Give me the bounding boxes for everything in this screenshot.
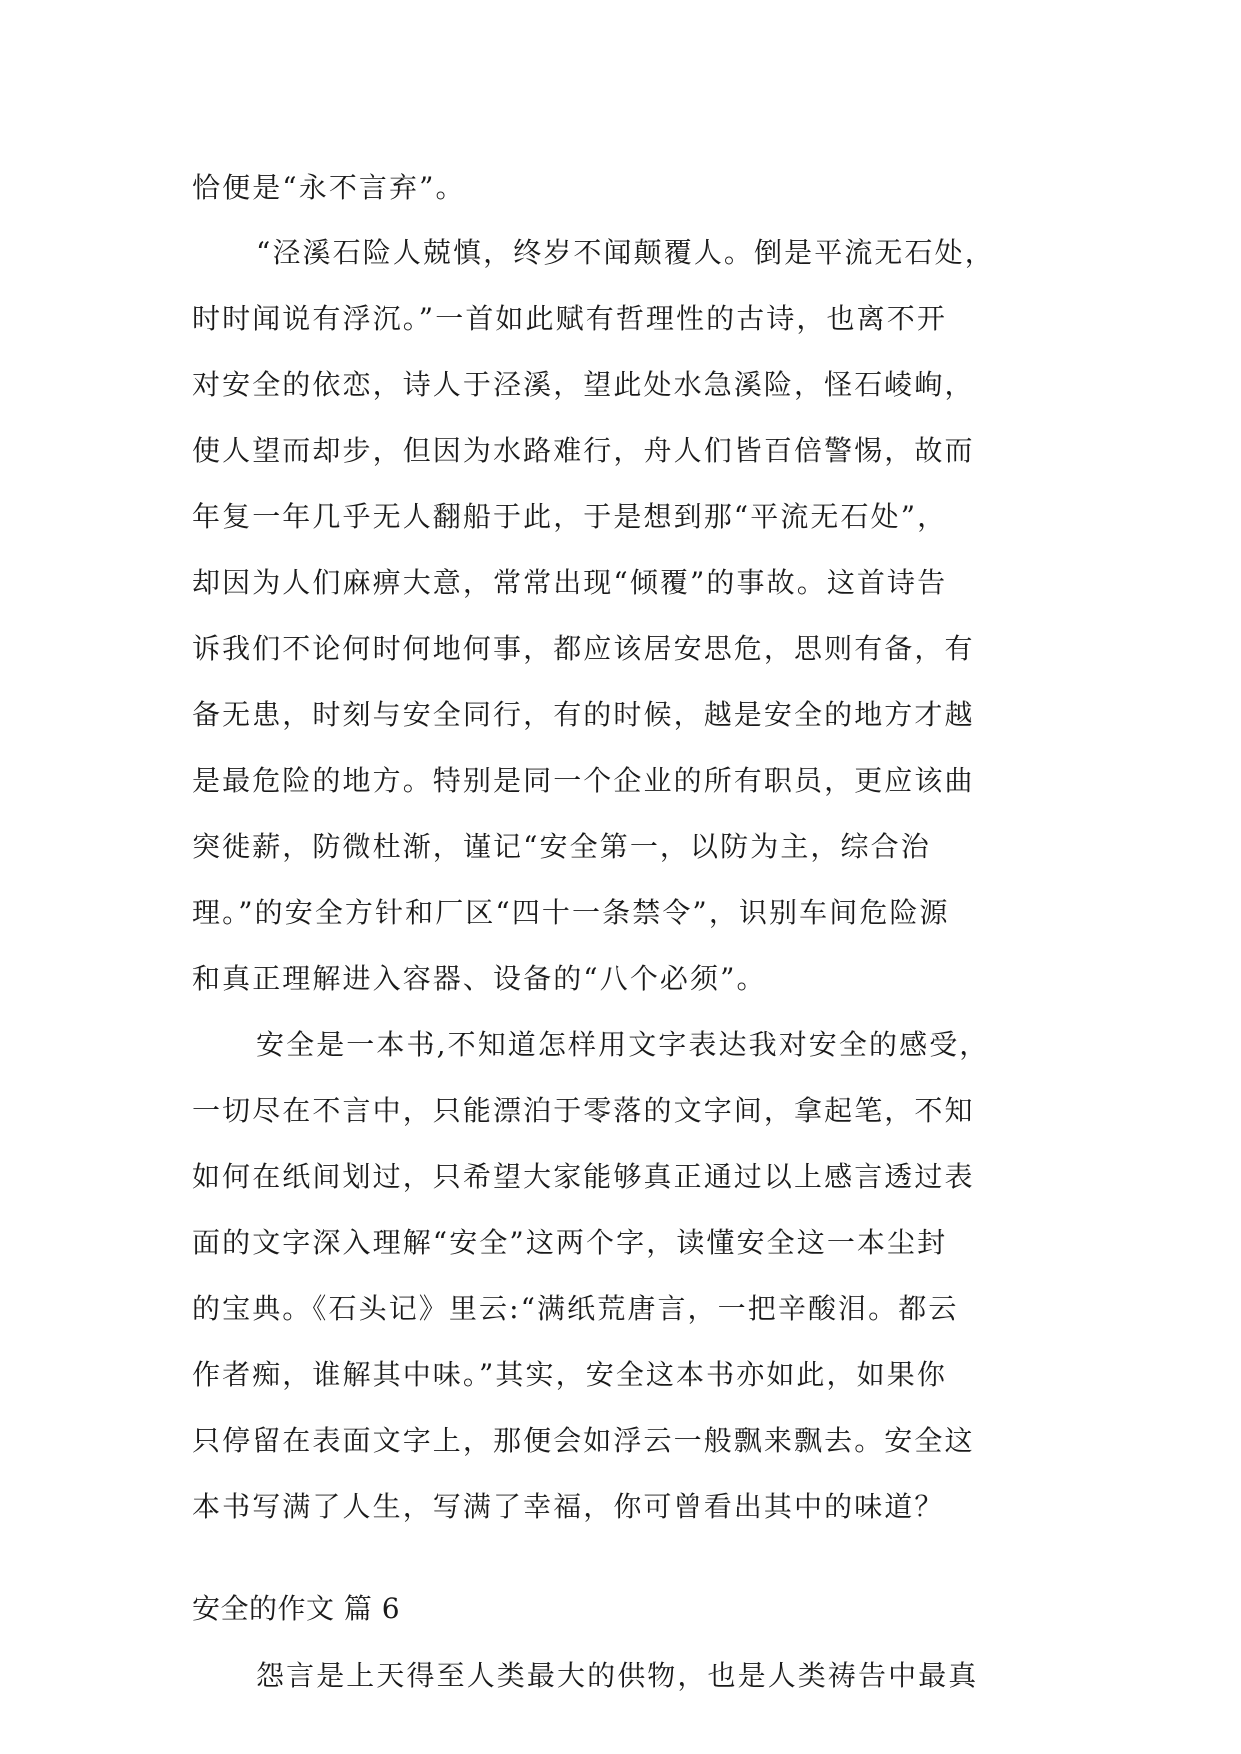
text-line-21: 本书写满了人生，写满了幸福，你可曾看出其中的味道？ [192, 1490, 945, 1523]
text-line-12: 理。”的安全方针和厂区“四十一条禁令”，识别车间危险源 [192, 896, 950, 929]
text-line-8: 诉我们不论何时何地何事，都应该居安思危，思则有备，有 [192, 632, 975, 665]
text-line-6: 年复一年几乎无人翻船于此，于是想到那“平流无石处”， [192, 500, 948, 533]
text-line-11: 突徙薪，防微杜渐，谨记“安全第一，以防为主，综合治 [192, 830, 931, 863]
text-line-10: 是最危险的地方。特别是同一个企业的所有职员，更应该曲 [192, 764, 975, 797]
text-line-7: 却因为人们麻痹大意，常常出现“倾覆”的事故。这首诗告 [192, 566, 948, 599]
text-line-19: 作者痴，谁解其中味。”其实，安全这本书亦如此，如果你 [192, 1358, 947, 1391]
text-line-3: 时时闻说有浮沉。”一首如此赋有哲理性的古诗，也离不开 [192, 302, 947, 335]
section-title: 安全的作文 篇 6 [192, 1592, 401, 1625]
text-line-4: 对安全的依恋，诗人于泾溪，望此处水急溪险，怪石崚峋， [192, 368, 975, 401]
text-line-5: 使人望而却步，但因为水路难行，舟人们皆百倍警惕，故而 [192, 434, 975, 467]
text-line-18: 的宝典。《石头记》里云:“满纸荒唐言，一把辛酸泪。都云 [192, 1292, 959, 1325]
text-line-last: 怨言是上天得至人类最大的供物，也是人类祷告中最真 [256, 1659, 979, 1692]
text-line-9: 备无患，时刻与安全同行，有的时候，越是安全的地方才越 [192, 698, 975, 731]
text-line-16: 如何在纸间划过，只希望大家能够真正通过以上感言透过表 [192, 1160, 975, 1193]
text-line-20: 只停留在表面文字上，那便会如浮云一般飘来飘去。安全这 [192, 1424, 975, 1457]
text-line-1: 恰便是“永不言弃”。 [192, 171, 466, 204]
text-line-14: 安全是一本书,不知道怎样用文字表达我对安全的感受， [256, 1028, 990, 1061]
text-line-15: 一切尽在不言中，只能漂泊于零落的文字间，拿起笔，不知 [192, 1094, 975, 1127]
text-line-13: 和真正理解进入容器、设备的“八个必须”。 [192, 962, 767, 995]
text-line-17: 面的文字深入理解“安全”这两个字，读懂安全这一本尘封 [192, 1226, 948, 1259]
text-line-2: “泾溪石险人兢慎，终岁不闻颠覆人。倒是平流无石处， [256, 236, 995, 269]
